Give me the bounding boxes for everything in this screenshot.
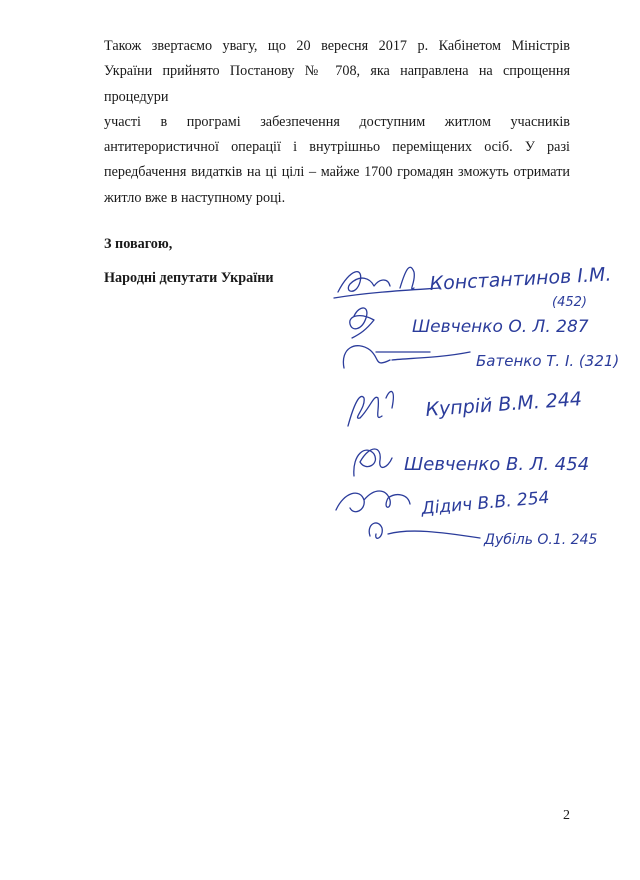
signature-text: (452)	[552, 295, 587, 310]
handwritten-signatures	[330, 248, 630, 568]
page-number: 2	[563, 808, 570, 823]
signatory-title: Народні депутати України	[104, 270, 274, 286]
paragraph-line: участі в програмі забезпечення доступним житлом учасників	[104, 113, 570, 130]
signature-text: Дідич В.В. 254	[420, 487, 551, 519]
signature-text: Константинов І.М.	[429, 263, 612, 295]
paragraph-line: антитерористичної операції і внутрішньо переміщених осіб. У разі	[104, 139, 570, 156]
paragraph-line: Також звертаємо увагу, що 20 вересня 2017 р. Кабінетом Міністрів	[104, 38, 570, 54]
signature-text: Шевченко В. Л. 454	[404, 454, 590, 475]
signature-text: Дубіль О.1. 245	[484, 532, 598, 548]
paragraph-line: передбачення видатків на ці цілі – майже 1700 громадян зможуть отримати	[104, 164, 570, 181]
signature-text: Шевченко О. Л. 287	[412, 317, 589, 337]
paragraph-line: житло вже в наступному році.	[104, 189, 286, 206]
closing-greeting: З повагою,	[104, 236, 173, 252]
signature-text: Купрій В.М. 244	[424, 388, 583, 421]
signatures-drawing	[330, 248, 630, 568]
signature-text: Батенко Т. І. (321)	[476, 352, 620, 370]
body-paragraph	[104, 34, 570, 211]
paragraph-line: України прийнято Постанову № 708, яка направлена на спрощення процедури	[104, 63, 570, 105]
